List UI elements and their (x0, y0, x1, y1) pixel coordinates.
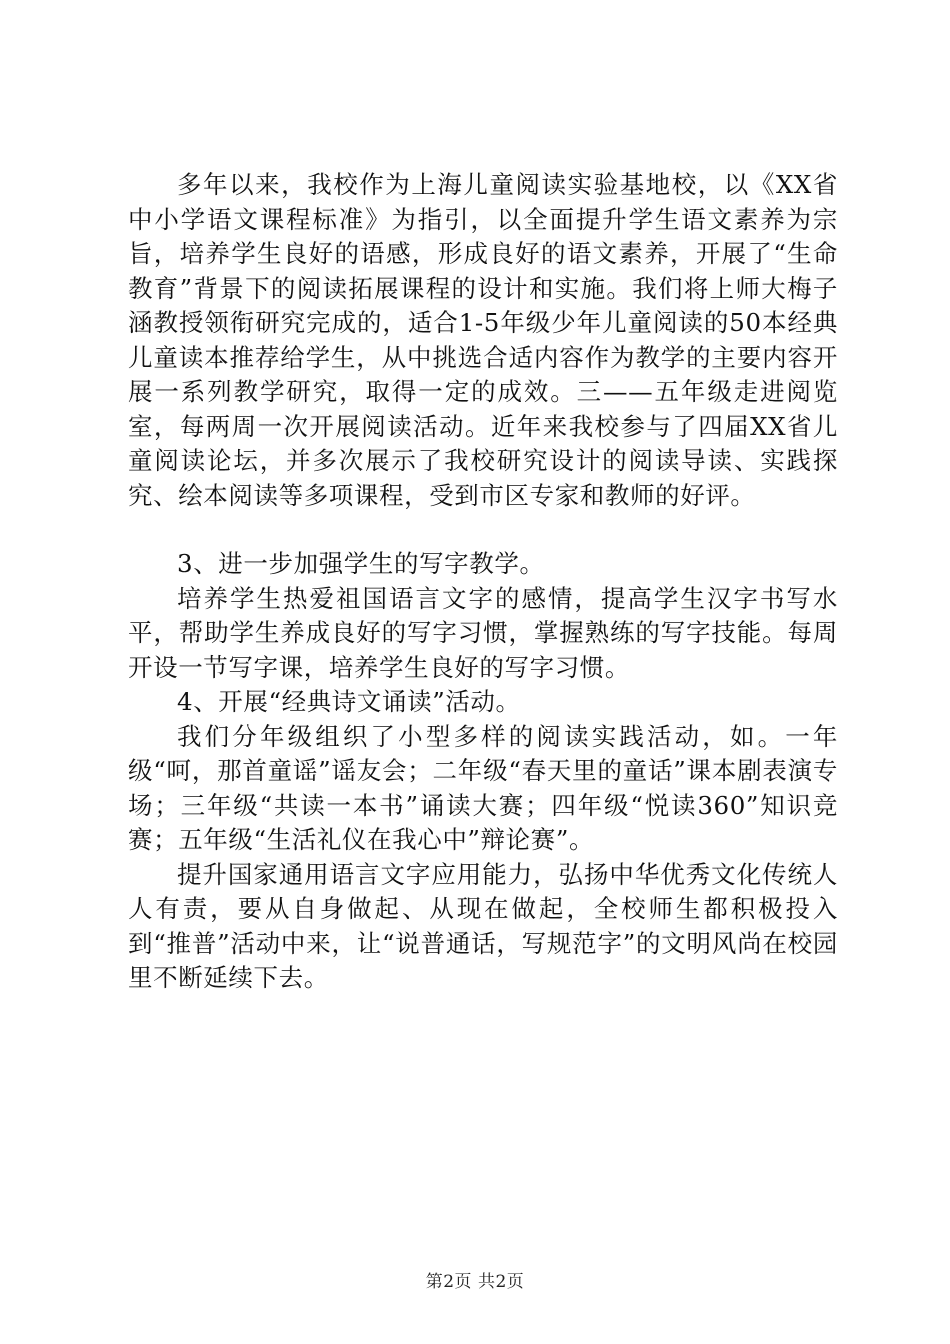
paragraph-reading-activities: 我们分年级组织了小型多样的阅读实践活动，如。一年级“呵，那首童谣”谣友会；二年级“春天里的童话”课本剧表演专场；三年级“共读一本书”诵读大赛；四年级“悦读360”知识竞赛；五年级“生活礼仪在我心中”辩论赛”。 (128, 721, 838, 854)
heading-classic-poetry: 4、开展“经典诗文诵读”活动。 (177, 687, 521, 716)
document-body (128, 168, 838, 996)
paragraph-writing-teaching: 培养学生热爱祖国语言文字的感情，提高学生汉字书写水平，帮助学生养成良好的写字习惯，掌握熟练的写字技能。每周开设一节写字课，培养学生良好的写字习惯。 (128, 583, 838, 682)
paragraph-mandarin-promotion: 提升国家通用语言文字应用能力，弘扬中华优秀文化传统人人有责，要从自身做起、从现在做起，全校师生都积极投入到“推普”活动中来，让“说普通话，写规范字”的文明风尚在校园里不断延续下去。 (128, 859, 838, 992)
page-footer: 第2页 共2页 (425, 1272, 525, 1292)
paragraph-reading-program: 多年以来，我校作为上海儿童阅读实验基地校，以《XX省中小学语文课程标准》为指引，以全面提升学生语文素养为宗旨，培养学生良好的语感，形成良好的语文素养，开展了“生命教育”背景下的阅读拓展课程的设计和实施。我们将上师大梅子涵教授领衔研究完成的，适合1-5年级少年儿童阅读的50本经典儿童读本推荐给学生，从中挑选合适内容作为教学的主要内容开展一系列教学研究，取得一定的成效。三——五年级走进阅览室，每两周一次开展阅读活动。近年来我校参与了四届XX省儿童阅读论坛，并多次展示了我校研究设计的阅读导读、实践探究、绘本阅读等多项课程，受到市区专家和教师的好评。 (128, 170, 838, 510)
heading-writing-teaching: 3、进一步加强学生的写字教学。 (177, 549, 545, 578)
